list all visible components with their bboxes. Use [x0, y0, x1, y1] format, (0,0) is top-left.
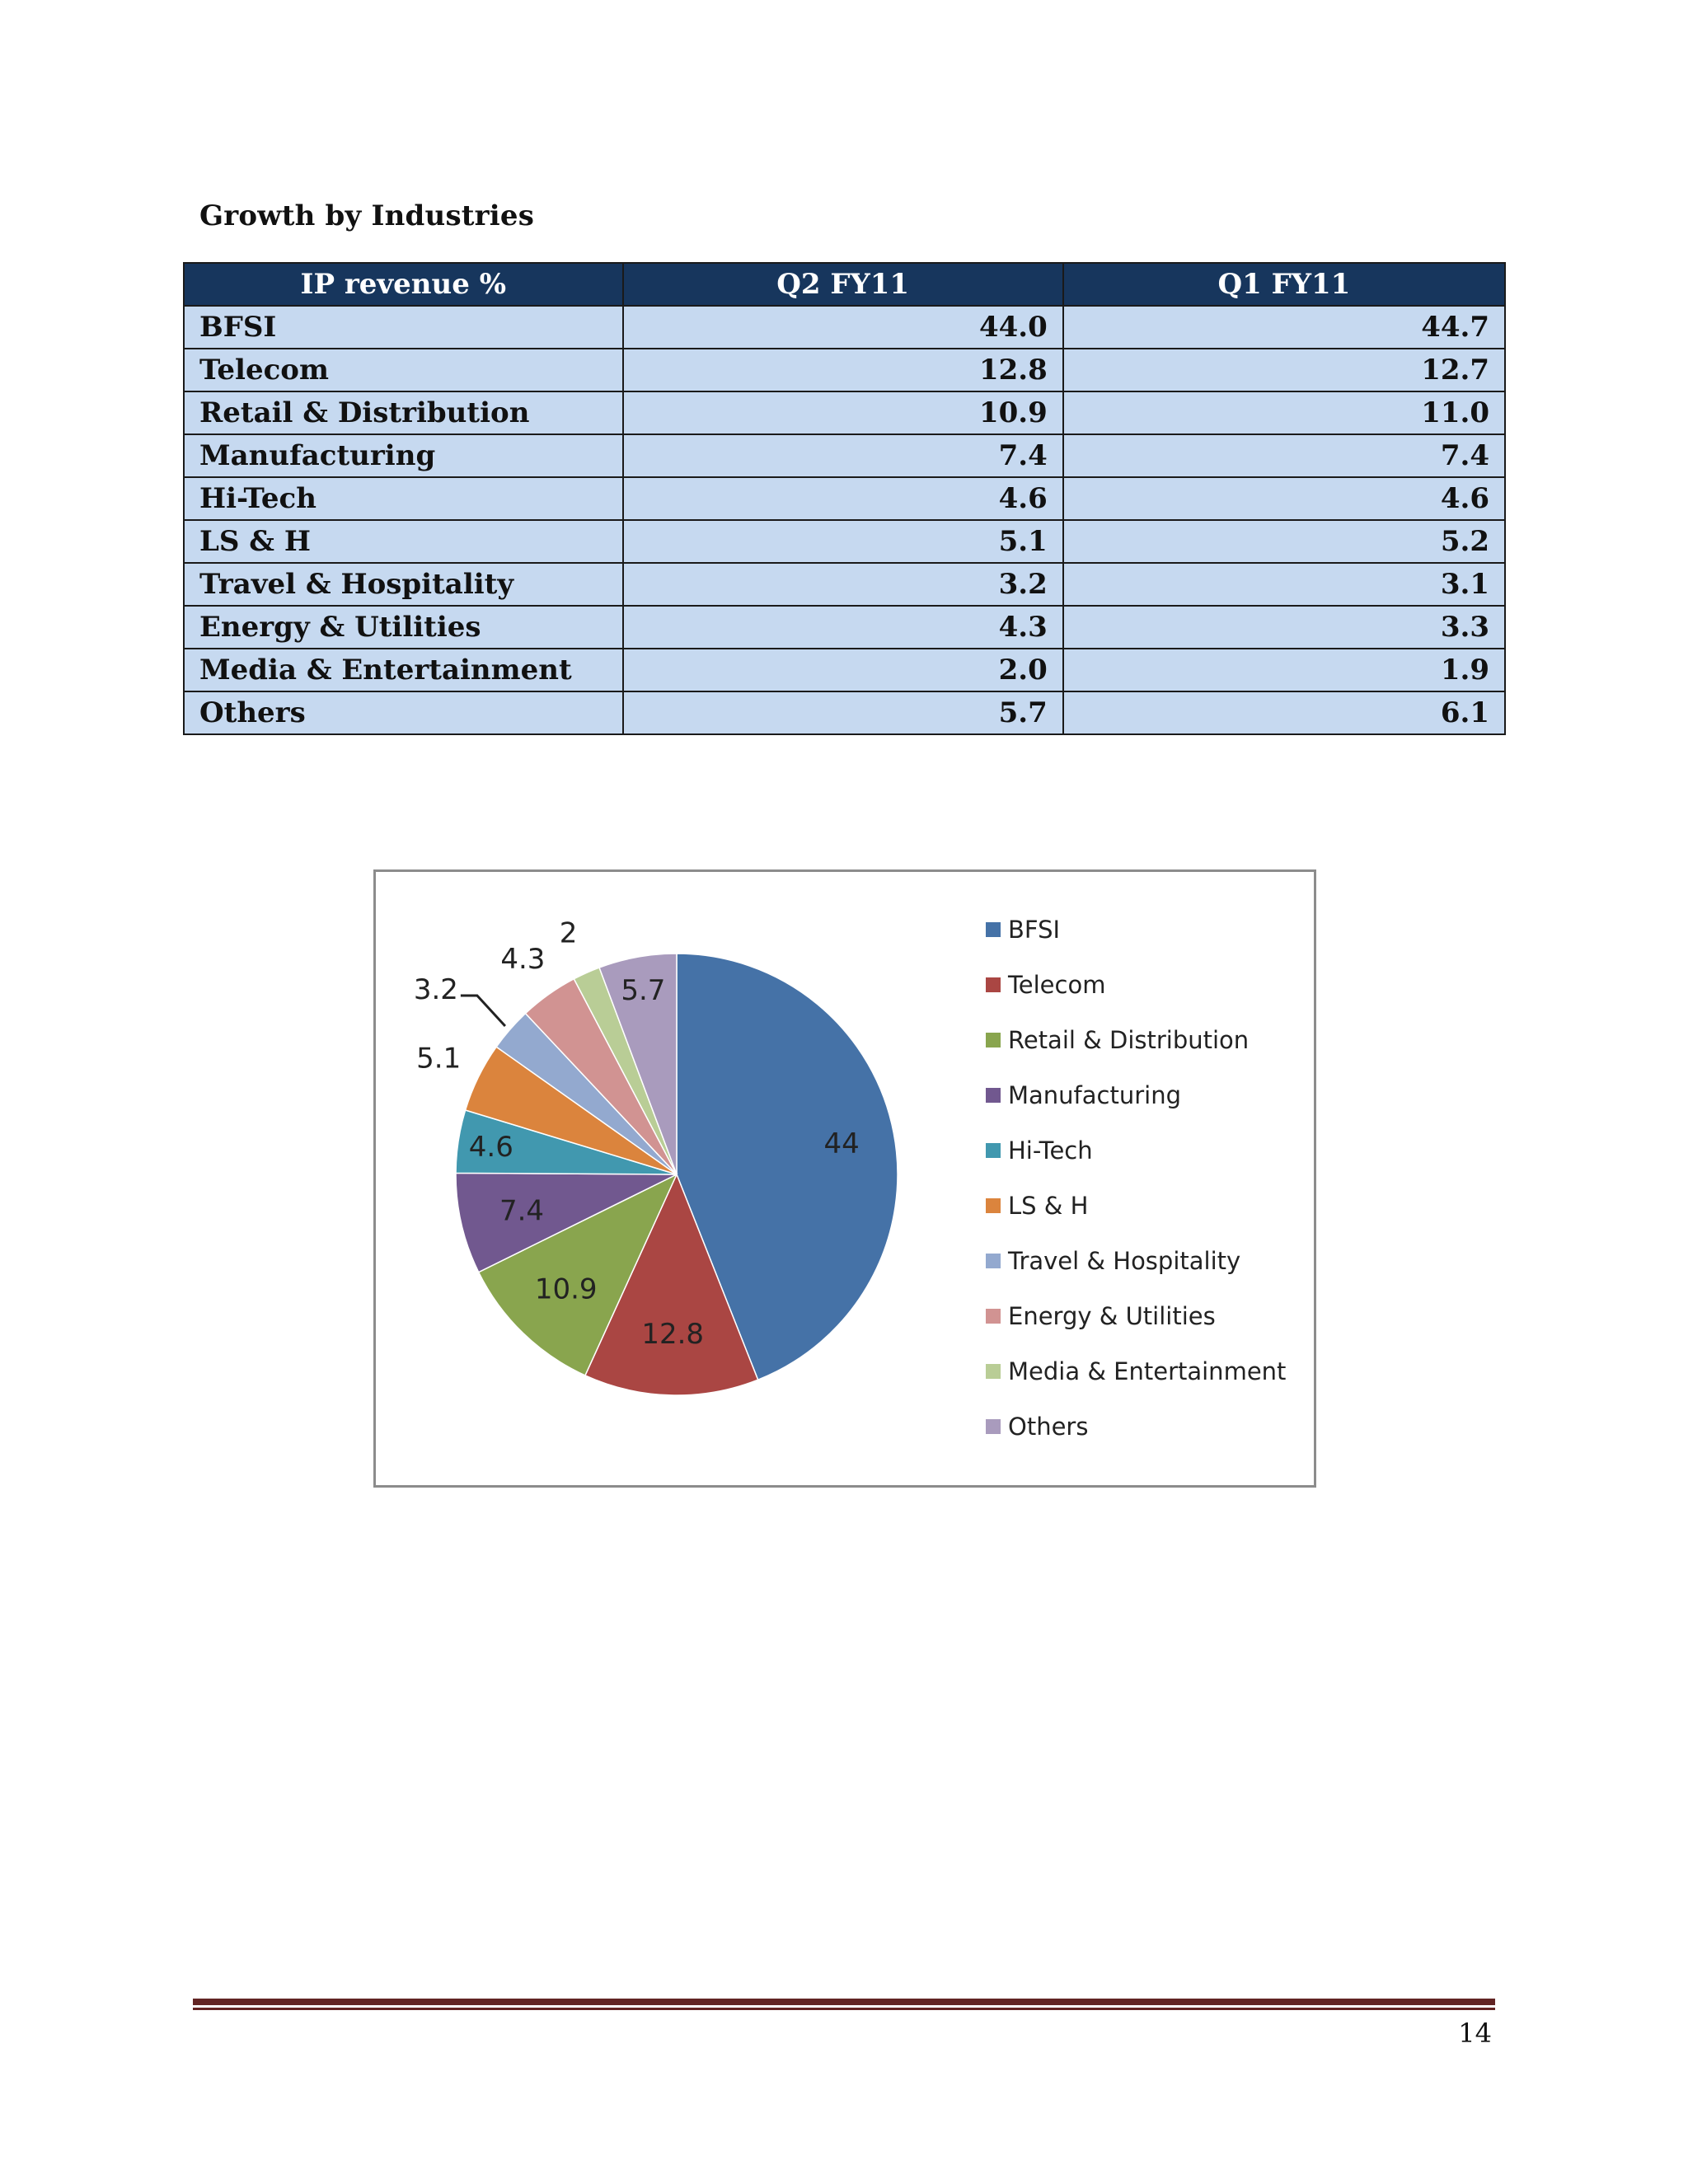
slice-label-media-and-entertainment: 2: [559, 916, 578, 950]
q2-value-cell: 12.8: [623, 349, 1063, 391]
slice-label-retail-and-distribution: 10.9: [534, 1272, 598, 1306]
q2-value-cell: 44.0: [623, 306, 1063, 349]
footer-rule: [193, 1999, 1495, 2005]
table-row: [184, 306, 1505, 349]
legend-swatch-energy-and-utilities: [986, 1309, 1001, 1324]
slice-label-energy-and-utilities: 4.3: [500, 943, 546, 977]
table-row: [184, 649, 1505, 691]
slice-label-bfsi: 44: [823, 1127, 860, 1160]
table-row: [184, 349, 1505, 391]
industry-cell: BFSI: [184, 306, 623, 349]
table-row: [184, 606, 1505, 649]
industry-cell: Travel & Hospitality: [184, 563, 623, 606]
q1-value-cell: 12.7: [1063, 349, 1505, 391]
section-title: Growth by Industries: [199, 199, 535, 232]
legend-swatch-ls-and-h: [986, 1198, 1001, 1213]
slice-label-manufacturing: 7.4: [499, 1194, 545, 1228]
q2-value-cell: 5.7: [623, 691, 1063, 734]
q1-value-cell: 3.1: [1063, 563, 1505, 606]
header-cell: Q2 FY11: [623, 263, 1063, 306]
legend-label-others: Others: [1008, 1413, 1089, 1441]
legend-swatch-bfsi: [986, 922, 1001, 937]
q2-value-cell: 4.6: [623, 477, 1063, 520]
legend-label-manufacturing: Manufacturing: [1008, 1081, 1181, 1109]
legend-label-retail-and-distribution: Retail & Distribution: [1008, 1026, 1250, 1054]
leader-line-travel-and-hospitality: [461, 996, 505, 1026]
q1-value-cell: 1.9: [1063, 649, 1505, 691]
page-number: 14: [1458, 2018, 1492, 2049]
table-row: [184, 434, 1505, 477]
pie-chart: [376, 872, 1314, 1485]
industry-cell: Manufacturing: [184, 434, 623, 477]
q1-value-cell: 5.2: [1063, 520, 1505, 563]
q2-value-cell: 5.1: [623, 520, 1063, 563]
industry-cell: Media & Entertainment: [184, 649, 623, 691]
q1-value-cell: 3.3: [1063, 606, 1505, 649]
q2-value-cell: 4.3: [623, 606, 1063, 649]
q1-value-cell: 7.4: [1063, 434, 1505, 477]
legend-swatch-travel-and-hospitality: [986, 1254, 1001, 1268]
q1-value-cell: 6.1: [1063, 691, 1505, 734]
footer-rule-thin: [193, 2008, 1495, 2010]
table-row: [184, 563, 1505, 606]
slice-label-others: 5.7: [621, 973, 666, 1007]
legend-label-travel-and-hospitality: Travel & Hospitality: [1008, 1247, 1241, 1275]
legend-swatch-telecom: [986, 977, 1001, 992]
slice-label-hi-tech: 4.6: [468, 1130, 513, 1164]
legend-label-ls-and-h: LS & H: [1008, 1192, 1089, 1220]
table-row: [184, 691, 1505, 734]
industry-cell: LS & H: [184, 520, 623, 563]
industry-revenue-table: [183, 262, 1506, 735]
q2-value-cell: 3.2: [623, 563, 1063, 606]
q1-value-cell: 4.6: [1063, 477, 1505, 520]
legend-label-media-and-entertainment: Media & Entertainment: [1008, 1357, 1287, 1385]
table-row: [184, 520, 1505, 563]
legend-swatch-others: [986, 1419, 1001, 1434]
header-cell: IP revenue %: [184, 263, 623, 306]
pie-chart-frame: [373, 869, 1316, 1488]
industry-cell: Hi-Tech: [184, 477, 623, 520]
q1-value-cell: 11.0: [1063, 391, 1505, 434]
legend-label-bfsi: BFSI: [1008, 916, 1061, 944]
q2-value-cell: 7.4: [623, 434, 1063, 477]
industry-cell: Retail & Distribution: [184, 391, 623, 434]
legend-swatch-media-and-entertainment: [986, 1364, 1001, 1379]
q2-value-cell: 2.0: [623, 649, 1063, 691]
legend-swatch-hi-tech: [986, 1143, 1001, 1158]
slice-label-ls-and-h: 5.1: [416, 1042, 462, 1076]
legend-label-hi-tech: Hi-Tech: [1008, 1137, 1093, 1165]
legend-swatch-retail-and-distribution: [986, 1033, 1001, 1047]
legend-swatch-manufacturing: [986, 1088, 1001, 1103]
q1-value-cell: 44.7: [1063, 306, 1505, 349]
q2-value-cell: 10.9: [623, 391, 1063, 434]
slice-label-travel-and-hospitality: 3.2: [413, 973, 458, 1006]
industry-cell: Telecom: [184, 349, 623, 391]
table-header-row: [184, 263, 1505, 306]
legend-label-telecom: Telecom: [1008, 971, 1106, 999]
industry-cell: Energy & Utilities: [184, 606, 623, 649]
header-cell: Q1 FY11: [1063, 263, 1505, 306]
industry-cell: Others: [184, 691, 623, 734]
slice-label-telecom: 12.8: [641, 1317, 705, 1351]
table-row: [184, 477, 1505, 520]
legend-label-energy-and-utilities: Energy & Utilities: [1008, 1302, 1216, 1330]
table-row: [184, 391, 1505, 434]
